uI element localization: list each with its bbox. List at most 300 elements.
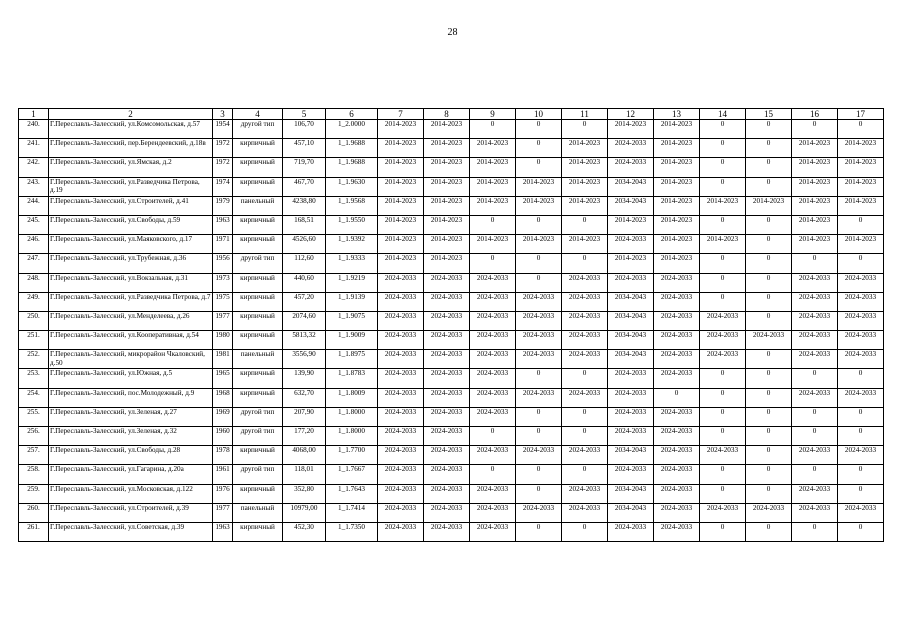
column-number: 15 — [746, 109, 792, 120]
table-cell: 0 — [746, 446, 792, 465]
table-row — [19, 503, 884, 522]
table-row — [19, 292, 884, 311]
table-cell: 3556,90 — [283, 350, 326, 369]
table-cell: 457,10 — [283, 139, 326, 158]
table-cell: 2024-2033 — [838, 273, 884, 292]
table-cell: 2014-2023 — [470, 235, 516, 254]
table-cell: 2014-2023 — [562, 139, 608, 158]
column-number: 10 — [516, 109, 562, 120]
column-number: 12 — [608, 109, 654, 120]
table-cell: 452,30 — [283, 522, 326, 541]
table-cell: 2024-2033 — [700, 350, 746, 369]
table-cell: 2024-2033 — [470, 311, 516, 330]
table-cell: 1977 — [213, 503, 233, 522]
table-cell: кирпичный — [233, 177, 283, 196]
row-number: 247. — [19, 254, 49, 273]
table-row — [19, 311, 884, 330]
table-cell: 2024-2033 — [608, 407, 654, 426]
table-cell: 2014-2023 — [378, 120, 424, 139]
table-cell: 2024-2033 — [700, 503, 746, 522]
table-cell: 440,60 — [283, 273, 326, 292]
table-cell: 2024-2033 — [378, 350, 424, 369]
table-cell: 2024-2033 — [424, 465, 470, 484]
table-cell: 2014-2023 — [608, 215, 654, 234]
table-cell: 352,80 — [283, 484, 326, 503]
table-cell: 1972 — [213, 139, 233, 158]
table-row — [19, 350, 884, 369]
table-cell: 2024-2033 — [378, 369, 424, 388]
table-cell: 1_1.8783 — [326, 369, 378, 388]
table-cell: 2024-2033 — [608, 465, 654, 484]
table-cell: 2014-2023 — [378, 139, 424, 158]
table-cell: 2014-2023 — [378, 196, 424, 215]
table-cell: 2014-2023 — [562, 177, 608, 196]
table-cell: 2014-2023 — [654, 177, 700, 196]
table-cell: другой тип — [233, 407, 283, 426]
table-cell: 0 — [516, 139, 562, 158]
table-cell: 2024-2033 — [516, 503, 562, 522]
table-cell: 2024-2033 — [838, 446, 884, 465]
table-cell: 0 — [746, 235, 792, 254]
table-cell: 0 — [700, 273, 746, 292]
table-cell: 2024-2033 — [792, 503, 838, 522]
table-cell: 2024-2033 — [424, 427, 470, 446]
table-cell: 0 — [470, 215, 516, 234]
table-cell: кирпичный — [233, 292, 283, 311]
table-cell: 1_1.9550 — [326, 215, 378, 234]
table-cell: 2024-2033 — [378, 484, 424, 503]
table-cell: 1979 — [213, 196, 233, 215]
table-cell: 2034-2043 — [608, 446, 654, 465]
table-cell: 1_2.0000 — [326, 120, 378, 139]
table-cell: 1_1.7643 — [326, 484, 378, 503]
table-cell: 2024-2033 — [792, 292, 838, 311]
table-cell: 2014-2023 — [838, 158, 884, 177]
header-row — [19, 109, 884, 120]
table-cell: 2024-2033 — [792, 350, 838, 369]
table-cell: 2024-2033 — [424, 331, 470, 350]
table-cell: 0 — [562, 427, 608, 446]
table-cell: 0 — [838, 215, 884, 234]
table-cell: 2024-2033 — [838, 503, 884, 522]
table-cell: панельный — [233, 350, 283, 369]
row-number: 260. — [19, 503, 49, 522]
table-cell: 0 — [516, 427, 562, 446]
table-cell: 2024-2033 — [608, 158, 654, 177]
table-cell: 0 — [746, 388, 792, 407]
table-cell: 2024-2033 — [608, 522, 654, 541]
table-cell: 2014-2023 — [470, 158, 516, 177]
table-cell: 0 — [746, 177, 792, 196]
address-cell: Г.Переславль-Залесский, ул.Трубежная, д.36 — [49, 254, 213, 273]
table-cell: 2014-2023 — [378, 254, 424, 273]
row-number: 256. — [19, 427, 49, 446]
table-row — [19, 331, 884, 350]
table-cell: 2024-2033 — [424, 446, 470, 465]
table-cell: 1974 — [213, 177, 233, 196]
table-cell: 0 — [516, 273, 562, 292]
table-cell: 0 — [562, 120, 608, 139]
address-cell: Г.Переславль-Залесский, ул.Московская, д.122 — [49, 484, 213, 503]
table-cell: 2024-2033 — [470, 292, 516, 311]
address-cell: Г.Переславль-Залесский, ул.Кооперативная, д.54 — [49, 331, 213, 350]
table-cell: кирпичный — [233, 522, 283, 541]
address-cell: Г.Переславль-Залесский, ул.Советская, д.39 — [49, 522, 213, 541]
table-cell: 0 — [746, 158, 792, 177]
address-cell: Г.Переславль-Залесский, ул.Строителей, д.41 — [49, 196, 213, 215]
row-number: 242. — [19, 158, 49, 177]
table-cell: 1_1.9139 — [326, 292, 378, 311]
table-cell: 2024-2033 — [654, 484, 700, 503]
table-cell: 0 — [516, 407, 562, 426]
address-cell: Г.Переславль-Залесский, ул.Разведчика Петрова, д.7 — [49, 292, 213, 311]
table-cell: 2024-2033 — [562, 388, 608, 407]
table-cell: 2014-2023 — [378, 177, 424, 196]
table-cell: 2024-2033 — [424, 407, 470, 426]
table-cell: 2014-2023 — [746, 196, 792, 215]
table-cell: 2024-2033 — [608, 369, 654, 388]
table-cell: 2024-2033 — [700, 331, 746, 350]
table-cell: 0 — [838, 407, 884, 426]
table-cell: 207,90 — [283, 407, 326, 426]
table-cell: 2024-2033 — [378, 465, 424, 484]
table-cell: другой тип — [233, 120, 283, 139]
table-cell: 0 — [470, 465, 516, 484]
table-cell: 0 — [700, 215, 746, 234]
table-cell: кирпичный — [233, 273, 283, 292]
table-row — [19, 484, 884, 503]
table-cell: 0 — [746, 465, 792, 484]
table-cell: 2014-2023 — [516, 196, 562, 215]
table-cell: 0 — [470, 254, 516, 273]
row-number: 258. — [19, 465, 49, 484]
table-row — [19, 139, 884, 158]
table-cell: кирпичный — [233, 388, 283, 407]
table-cell: 0 — [516, 120, 562, 139]
table-cell: 0 — [746, 350, 792, 369]
table-row — [19, 427, 884, 446]
table-cell: 2014-2023 — [424, 215, 470, 234]
table-cell: 2014-2023 — [838, 235, 884, 254]
row-number: 245. — [19, 215, 49, 234]
table-cell: 2024-2033 — [608, 139, 654, 158]
table-cell: 2014-2023 — [608, 120, 654, 139]
table-row — [19, 446, 884, 465]
table-cell: 2014-2023 — [838, 196, 884, 215]
table-cell: 2024-2033 — [378, 427, 424, 446]
column-number: 4 — [233, 109, 283, 120]
table-cell: 1980 — [213, 331, 233, 350]
table-cell: 0 — [838, 254, 884, 273]
table-cell: 2014-2023 — [378, 215, 424, 234]
table-cell: 2024-2033 — [838, 311, 884, 330]
table-cell: 1956 — [213, 254, 233, 273]
table-cell: 2024-2033 — [470, 503, 516, 522]
row-number: 252. — [19, 350, 49, 369]
row-number: 251. — [19, 331, 49, 350]
table-cell: 2024-2033 — [562, 273, 608, 292]
table-cell: 0 — [470, 427, 516, 446]
table-cell: 2024-2033 — [838, 388, 884, 407]
table-cell: 0 — [792, 465, 838, 484]
table-cell: 2014-2023 — [792, 215, 838, 234]
table-cell: 0 — [792, 522, 838, 541]
address-cell: Г.Переславль-Залесский, ул.Свободы, д.28 — [49, 446, 213, 465]
row-number: 249. — [19, 292, 49, 311]
table-cell: 2014-2023 — [470, 139, 516, 158]
table-cell: 0 — [838, 484, 884, 503]
table-cell: 1_1.8009 — [326, 388, 378, 407]
table-cell: 2014-2023 — [470, 196, 516, 215]
address-cell: Г.Переславль-Залесский, ул.Маяковского, д.17 — [49, 235, 213, 254]
table-cell: 1960 — [213, 427, 233, 446]
table-cell: 0 — [792, 369, 838, 388]
table-cell: 1972 — [213, 158, 233, 177]
table-cell: 0 — [792, 427, 838, 446]
table-cell: 1975 — [213, 292, 233, 311]
table-row — [19, 273, 884, 292]
table-cell: 0 — [792, 120, 838, 139]
column-number: 6 — [326, 109, 378, 120]
address-cell: Г.Переславль-Залесский, ул.Свободы, д.59 — [49, 215, 213, 234]
table-cell: 118,01 — [283, 465, 326, 484]
table-cell: 1_1.9392 — [326, 235, 378, 254]
table-cell: 1973 — [213, 273, 233, 292]
table-cell: 1977 — [213, 311, 233, 330]
table-cell: 2024-2033 — [654, 350, 700, 369]
table-cell: 0 — [792, 254, 838, 273]
table-row — [19, 465, 884, 484]
table-cell: 0 — [700, 292, 746, 311]
table-cell: 2024-2033 — [792, 311, 838, 330]
table-cell: 1_1.9688 — [326, 139, 378, 158]
column-number: 8 — [424, 109, 470, 120]
column-number: 17 — [838, 109, 884, 120]
table-cell: 457,20 — [283, 292, 326, 311]
row-number: 244. — [19, 196, 49, 215]
table-cell: 1_1.9075 — [326, 311, 378, 330]
table-cell: 2014-2023 — [424, 158, 470, 177]
table-cell: 2024-2033 — [562, 503, 608, 522]
table-cell: 2024-2033 — [378, 331, 424, 350]
table-cell: 2024-2033 — [562, 311, 608, 330]
table-cell: 2024-2033 — [654, 331, 700, 350]
table-cell: 2024-2033 — [470, 446, 516, 465]
table-cell: 2024-2033 — [378, 522, 424, 541]
row-number: 257. — [19, 446, 49, 465]
table-cell: 2034-2043 — [608, 350, 654, 369]
address-cell: Г.Переславль-Залесский, ул.Ямская, д.2 — [49, 158, 213, 177]
table-cell: 0 — [746, 254, 792, 273]
table-cell: 2014-2023 — [562, 235, 608, 254]
table-cell: 2024-2033 — [792, 388, 838, 407]
table-cell: 0 — [516, 522, 562, 541]
table-row — [19, 407, 884, 426]
table-cell: 2024-2033 — [424, 369, 470, 388]
table-cell: 0 — [700, 254, 746, 273]
table-cell: 0 — [746, 139, 792, 158]
table-cell: кирпичный — [233, 158, 283, 177]
table-cell: 2024-2033 — [654, 503, 700, 522]
table-cell: 2024-2033 — [654, 369, 700, 388]
table-cell: 2024-2033 — [378, 292, 424, 311]
table-cell: 2024-2033 — [378, 446, 424, 465]
table-cell: 2014-2023 — [700, 235, 746, 254]
row-number: 243. — [19, 177, 49, 196]
table-cell: 2014-2023 — [516, 177, 562, 196]
table-cell: 2024-2033 — [516, 292, 562, 311]
table-cell: 0 — [838, 522, 884, 541]
table-cell: 2014-2023 — [654, 158, 700, 177]
table-cell: 2024-2033 — [838, 350, 884, 369]
table-cell: другой тип — [233, 427, 283, 446]
table-cell: 2014-2023 — [654, 120, 700, 139]
table-cell: 0 — [838, 465, 884, 484]
table-row — [19, 235, 884, 254]
table-cell: 1965 — [213, 369, 233, 388]
table-cell: 2014-2023 — [792, 139, 838, 158]
table-cell: 2024-2033 — [516, 331, 562, 350]
table-cell: 2024-2033 — [654, 273, 700, 292]
table-cell: 0 — [562, 369, 608, 388]
table-cell: 2014-2023 — [424, 196, 470, 215]
table-cell: 2014-2023 — [424, 139, 470, 158]
table-cell: 1954 — [213, 120, 233, 139]
table-cell: 2014-2023 — [562, 196, 608, 215]
table-cell: 2024-2033 — [424, 503, 470, 522]
table-cell: 2074,60 — [283, 311, 326, 330]
table-cell: 2024-2033 — [608, 427, 654, 446]
table-cell: 0 — [746, 369, 792, 388]
table-cell: 2024-2033 — [654, 292, 700, 311]
column-number: 9 — [470, 109, 516, 120]
table-cell: 2034-2043 — [608, 292, 654, 311]
table-cell: 1961 — [213, 465, 233, 484]
row-number: 246. — [19, 235, 49, 254]
table-cell: 2024-2033 — [792, 484, 838, 503]
table-cell: 2014-2023 — [424, 120, 470, 139]
table-cell: 2024-2033 — [562, 446, 608, 465]
table-cell: 1963 — [213, 215, 233, 234]
table-body — [19, 109, 884, 542]
table-cell: 0 — [746, 120, 792, 139]
table-cell: 0 — [746, 292, 792, 311]
table-cell: 2024-2033 — [654, 446, 700, 465]
row-number: 241. — [19, 139, 49, 158]
table-row — [19, 158, 884, 177]
table-cell: 2024-2033 — [424, 388, 470, 407]
table-cell: кирпичный — [233, 331, 283, 350]
address-cell: Г.Переславль-Залесский, ул.Южная, д.5 — [49, 369, 213, 388]
table-cell: 0 — [516, 465, 562, 484]
table-cell: 2024-2033 — [700, 311, 746, 330]
table-cell: 2014-2023 — [654, 254, 700, 273]
address-cell: Г.Переславль-Залесский, ул.Зеленая, д.32 — [49, 427, 213, 446]
table-cell: 2034-2043 — [608, 484, 654, 503]
address-cell: Г.Переславль-Залесский, ул.Комсомольская, д.57 — [49, 120, 213, 139]
table-cell: 1_1.9568 — [326, 196, 378, 215]
table-cell: 467,70 — [283, 177, 326, 196]
column-number: 1 — [19, 109, 49, 120]
address-cell: Г.Переславль-Залесский, ул.Менделеева, д.26 — [49, 311, 213, 330]
table-cell: 2024-2033 — [470, 484, 516, 503]
table-cell: 1_1.8000 — [326, 407, 378, 426]
table-cell: другой тип — [233, 465, 283, 484]
table-cell: 0 — [838, 120, 884, 139]
table-cell: 0 — [700, 158, 746, 177]
table-cell: 2014-2023 — [378, 235, 424, 254]
table-row — [19, 177, 884, 196]
table-cell: 168,51 — [283, 215, 326, 234]
table-cell: 0 — [746, 407, 792, 426]
address-cell: Г.Переславль-Залесский, ул.Зеленая, д.27 — [49, 407, 213, 426]
table-cell: 0 — [746, 427, 792, 446]
row-number: 253. — [19, 369, 49, 388]
table-cell: 2024-2033 — [562, 292, 608, 311]
table-row — [19, 254, 884, 273]
table-cell: 2014-2023 — [378, 158, 424, 177]
table-cell: 0 — [516, 484, 562, 503]
table-cell: 2024-2033 — [516, 388, 562, 407]
row-number: 254. — [19, 388, 49, 407]
table-cell: 2024-2033 — [746, 503, 792, 522]
table-cell: 2024-2033 — [470, 369, 516, 388]
address-cell: Г.Переславль-Залесский, ул.Вокзальная, д.31 — [49, 273, 213, 292]
table-cell: 2024-2033 — [378, 388, 424, 407]
table-cell: 0 — [700, 484, 746, 503]
table-cell: 2024-2033 — [470, 407, 516, 426]
table-cell: 1981 — [213, 350, 233, 369]
table-cell: 2014-2023 — [424, 235, 470, 254]
row-number: 261. — [19, 522, 49, 541]
table-cell: 2024-2033 — [424, 273, 470, 292]
table-cell: 1_1.7414 — [326, 503, 378, 522]
table-cell: 2024-2033 — [792, 331, 838, 350]
table-cell: 719,70 — [283, 158, 326, 177]
row-number: 255. — [19, 407, 49, 426]
table-cell: 2014-2023 — [516, 235, 562, 254]
address-cell: Г.Переславль-Залесский, ул.Разведчика Петрова, д.19 — [49, 177, 213, 196]
table-cell: 0 — [746, 311, 792, 330]
table-cell: 2024-2033 — [700, 446, 746, 465]
table-cell: 2024-2033 — [838, 292, 884, 311]
table-cell: 1_1.9630 — [326, 177, 378, 196]
column-number: 7 — [378, 109, 424, 120]
table-cell: 2034-2043 — [608, 311, 654, 330]
table-cell: 10979,00 — [283, 503, 326, 522]
housing-registry-table — [18, 108, 884, 542]
table-cell: 2024-2033 — [424, 350, 470, 369]
table-cell: 2014-2023 — [562, 158, 608, 177]
table-cell: 2024-2033 — [470, 350, 516, 369]
table-cell: 2034-2043 — [608, 177, 654, 196]
table-cell: 2014-2023 — [608, 254, 654, 273]
table-cell: 0 — [562, 254, 608, 273]
column-number: 14 — [700, 109, 746, 120]
table-cell: 1_1.7700 — [326, 446, 378, 465]
table-cell: 2024-2033 — [424, 311, 470, 330]
table-cell: 2034-2043 — [608, 331, 654, 350]
table-cell: 632,70 — [283, 388, 326, 407]
row-number: 250. — [19, 311, 49, 330]
column-number: 5 — [283, 109, 326, 120]
table-cell: 2024-2033 — [378, 407, 424, 426]
table-cell: 1_1.9009 — [326, 331, 378, 350]
address-cell: Г.Переславль-Залесский, пер.Берендеевский, д.18в — [49, 139, 213, 158]
table-row — [19, 196, 884, 215]
table-cell: 2024-2033 — [792, 446, 838, 465]
table-cell: кирпичный — [233, 139, 283, 158]
